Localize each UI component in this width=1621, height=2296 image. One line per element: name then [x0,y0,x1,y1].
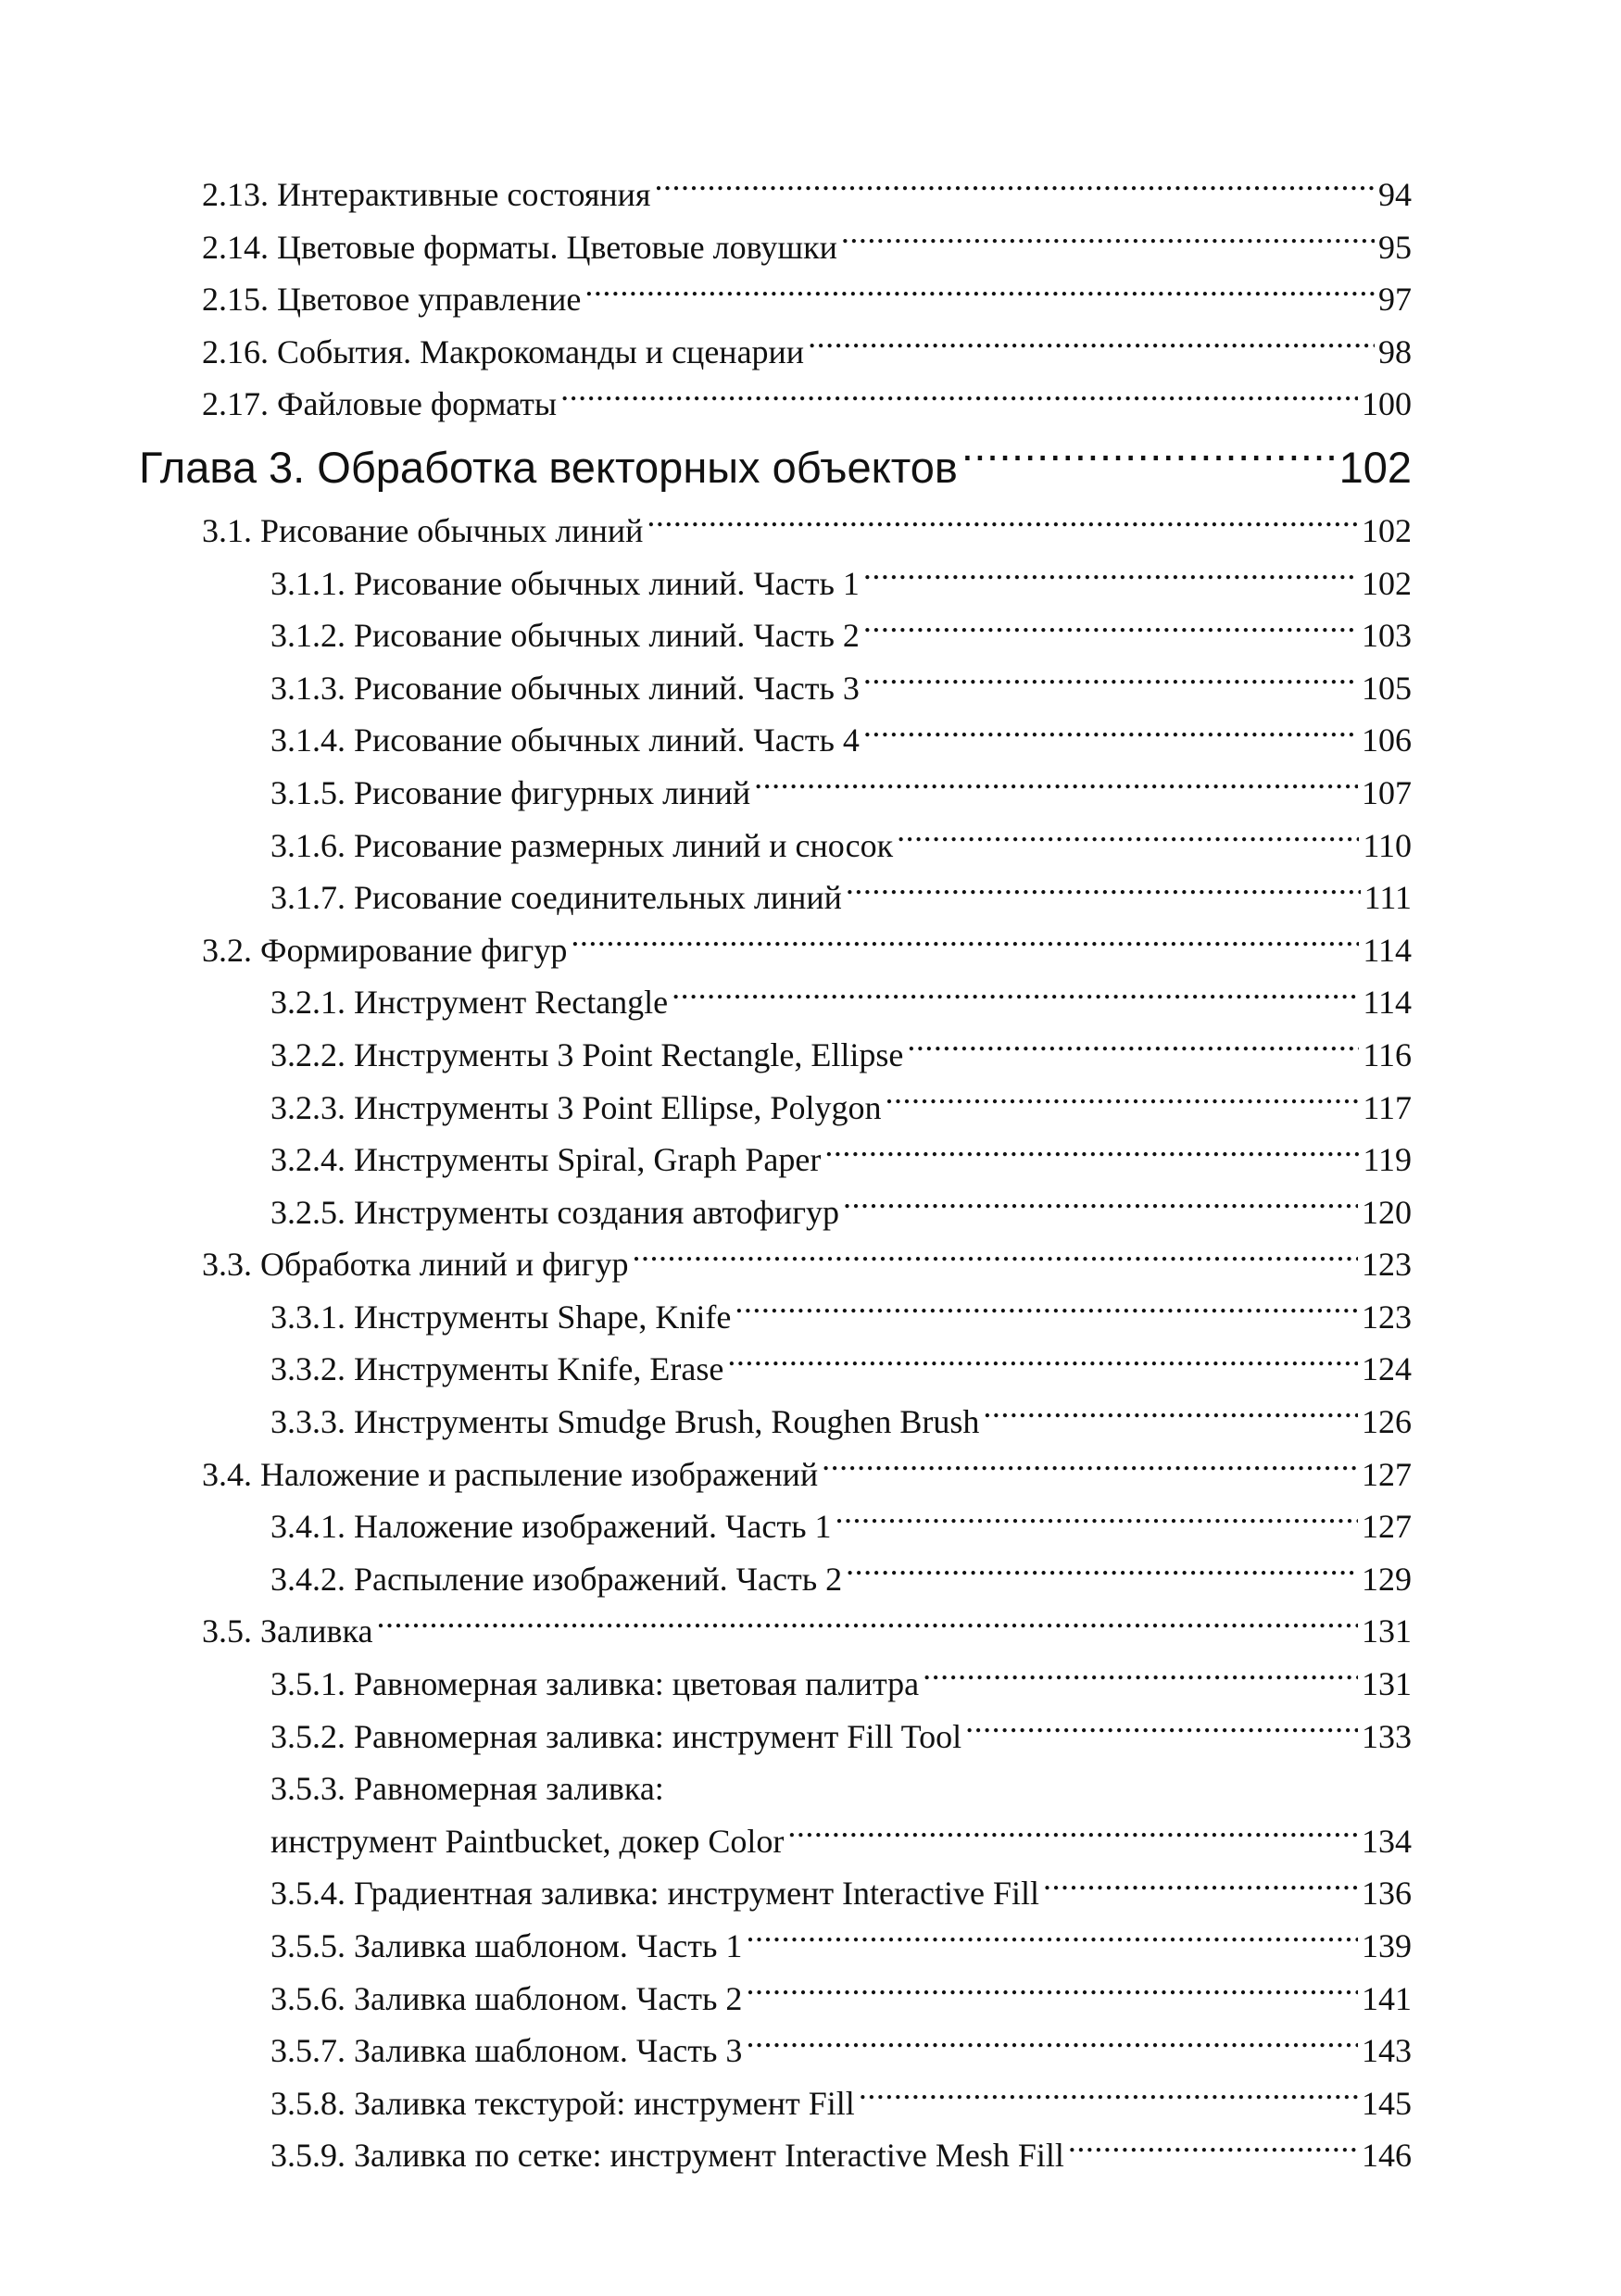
toc-dot-leader [1043,1871,1358,1904]
toc-entry [202,1343,1412,1396]
toc-entry-title: 3.2.5. Инструменты создания автофигур [270,1193,840,1231]
toc-entry-title: 3.5.4. Градиентная заливка: инструмент Interactive Fill [270,1875,1039,1913]
toc-entry [202,1186,1412,1239]
toc-entry [202,1605,1412,1658]
toc-entry-page: 95 [1378,228,1412,266]
toc-entry [202,662,1412,715]
toc-entry [202,767,1412,820]
toc-entry-page: 145 [1362,2084,1412,2122]
toc-entry-page: 100 [1362,385,1412,423]
toc-entry-title: 3.2.1. Инструмент Rectangle [270,984,669,1022]
toc-entry-page: 139 [1362,1927,1412,1964]
toc-entry [202,221,1412,274]
toc-entry-page: 110 [1363,826,1412,864]
toc-entry-page: 114 [1363,984,1412,1022]
toc-entry-title: 3.4. Наложение и распыление изображений [202,1455,819,1493]
toc-dot-leader [808,330,1375,363]
toc-entry-title: 2.17. Файловые форматы [202,385,558,423]
toc-entry-title: 3.3.3. Инструменты Smudge Brush, Roughen Brush [270,1403,980,1441]
toc-dot-leader [754,771,1358,804]
toc-entry-page: 146 [1362,2137,1412,2175]
toc-dot-leader [841,225,1375,258]
toc-entry [202,1711,1412,1763]
toc-entry-title: 2.14. Цветовые форматы. Цветовые ловушки [202,228,837,266]
toc-entry-page: 114 [1363,931,1412,969]
toc-entry-page: 131 [1362,1612,1412,1650]
toc-dot-leader [846,1557,1358,1590]
toc-entry-title: 3.1.6. Рисование размерных линий и сносок [270,826,894,864]
toc-dot-leader [647,508,1358,542]
toc-entry [202,2129,1412,2182]
toc-entry [202,1291,1412,1344]
toc-entry-title: инструмент Paintbucket, докер Color [270,1822,785,1860]
toc-dot-leader [965,1714,1358,1748]
toc-entry-page: 131 [1362,1665,1412,1703]
toc-entry [202,378,1412,431]
toc-entry [202,1134,1412,1186]
toc-dot-leader [885,1085,1359,1119]
toc-dot-leader [560,382,1358,415]
toc-entry-title: 3.1.2. Рисование обычных линий. Часть 2 [270,617,860,655]
toc-entry [202,1500,1412,1553]
toc-dot-leader [822,1452,1358,1486]
toc-entry-title: 3.1.4. Рисование обычных линий. Часть 4 [270,721,860,759]
toc-dot-leader [746,2028,1358,2062]
toc-dot-leader [907,1033,1359,1066]
toc-entry-page: 106 [1362,721,1412,759]
toc-dot-leader [571,928,1359,961]
toc-entry-page: 141 [1362,1979,1412,2017]
toc-dot-leader [787,1819,1358,1852]
toc-entry-page: 127 [1362,1508,1412,1546]
toc-entry [139,431,1412,505]
toc-dot-leader [376,1609,1358,1642]
toc-dot-leader [824,1137,1359,1171]
toc-entry-page: 111 [1363,879,1412,917]
toc-entry [202,1553,1412,1606]
toc-dot-leader [863,718,1358,751]
toc-dot-leader [846,875,1361,909]
toc-entry-page: 127 [1362,1455,1412,1493]
toc-dot-leader [735,1295,1358,1328]
toc-list [139,169,1412,2182]
toc-dot-leader [897,823,1359,857]
toc-entry-title: 3.5. Заливка [202,1612,373,1650]
toc-entry-page: 136 [1362,1875,1412,1913]
toc-entry-title: 3.4.2. Распыление изображений. Часть 2 [270,1560,843,1598]
toc-entry-page: 102 [1338,442,1412,492]
toc-dot-leader [863,561,1358,595]
toc-entry-page: 97 [1378,281,1412,319]
toc-entry-title: 3.5.3. Равномерная заливка: [270,1770,664,1808]
toc-entry-title: 3.2.2. Инструменты 3 Point Rectangle, Ellipse [270,1035,904,1073]
toc-entry-page: 103 [1362,617,1412,655]
toc-entry-title: 3.3. Обработка линий и фигур [202,1246,629,1284]
toc-entry-page: 126 [1362,1403,1412,1441]
toc-entry-title: 3.1.1. Рисование обычных линий. Часть 1 [270,564,860,602]
toc-entry-title: 3.1.3. Рисование обычных линий. Часть 3 [270,669,860,707]
toc-entry [202,1082,1412,1135]
toc-entry [202,1973,1412,2026]
toc-entry [202,169,1412,221]
toc-dot-leader [863,613,1358,646]
toc-entry-title: 3.5.6. Заливка шаблоном. Часть 2 [270,1979,743,2017]
toc-dot-leader [863,666,1358,699]
toc-entry-page: 105 [1362,669,1412,707]
toc-entry-page: 134 [1362,1822,1412,1860]
toc-entry [202,326,1412,379]
toc-entry-title: 2.16. События. Макрокоманды и сценарии [202,332,805,370]
toc-dot-leader [983,1399,1358,1433]
toc-entry [202,505,1412,558]
toc-entry [202,1238,1412,1291]
toc-entry-page: 123 [1362,1298,1412,1336]
toc-entry [202,1763,1412,1815]
toc-entry-title: 2.15. Цветовое управление [202,281,582,319]
toc-entry [202,1920,1412,1973]
toc-entry-page: 98 [1378,332,1412,370]
toc-entry [202,820,1412,872]
toc-entry-page: 124 [1362,1350,1412,1388]
toc-entry-page: 102 [1362,564,1412,602]
toc-dot-leader [961,439,1336,483]
toc-entry-title: 3.1. Рисование обычных линий [202,511,644,549]
toc-dot-leader [746,1976,1358,2010]
toc-dot-leader [836,1504,1359,1537]
toc-entry [202,1449,1412,1501]
toc-entry-page: 133 [1362,1717,1412,1755]
toc-entry [202,609,1412,662]
toc-entry [202,2077,1412,2130]
toc-entry-title: 3.5.2. Равномерная заливка: инструмент Fill Tool [270,1717,962,1755]
toc-entry [202,976,1412,1029]
toc-entry [202,1867,1412,1920]
toc-entry [202,1815,1412,1868]
toc-entry-title: 3.1.5. Рисование фигурных линий [270,773,751,811]
toc-entry-title: 3.2.4. Инструменты Spiral, Graph Paper [270,1141,822,1179]
toc-entry-title: 3.5.9. Заливка по сетке: инструмент Interactive Mesh Fill [270,2137,1064,2175]
toc-entry-title: 3.1.7. Рисование соединительных линий [270,879,842,917]
toc-entry-title: 3.3.2. Инструменты Knife, Erase [270,1350,724,1388]
toc-entry-title: 3.2.3. Инструменты 3 Point Ellipse, Polygon [270,1088,882,1126]
toc-entry [202,872,1412,924]
toc-entry [202,1396,1412,1449]
toc-page [139,169,1412,2182]
toc-dot-leader [654,172,1375,206]
toc-dot-leader [584,277,1375,310]
toc-entry [202,2025,1412,2077]
toc-dot-leader [1068,2133,1358,2166]
toc-entry-page: 94 [1378,176,1412,213]
toc-dot-leader [843,1190,1358,1223]
toc-entry-page: 117 [1363,1088,1412,1126]
toc-entry-page: 129 [1362,1560,1412,1598]
toc-entry-title: 3.5.5. Заливка шаблоном. Часть 1 [270,1927,743,1964]
toc-entry-title: 3.3.1. Инструменты Shape, Knife [270,1298,732,1336]
toc-entry-title: 3.5.1. Равномерная заливка: цветовая палитра [270,1665,920,1703]
toc-entry-page: 119 [1363,1141,1412,1179]
toc-entry [202,558,1412,610]
toc-entry-page: 120 [1362,1193,1412,1231]
toc-entry [202,1658,1412,1711]
toc-entry-page: 123 [1362,1246,1412,1284]
toc-dot-leader [672,980,1359,1013]
toc-dot-leader [746,1924,1358,1957]
toc-entry-page: 107 [1362,773,1412,811]
toc-entry-title: Глава 3. Обработка векторных объектов [139,442,958,492]
toc-entry-page: 116 [1363,1035,1412,1073]
toc-entry-title: 3.5.8. Заливка текстурой: инструмент Fill [270,2084,855,2122]
toc-entry [202,714,1412,767]
toc-entry [202,273,1412,326]
toc-dot-leader [632,1242,1358,1275]
toc-entry [202,924,1412,977]
toc-entry-title: 3.5.7. Заливка шаблоном. Часть 3 [270,2032,743,2070]
toc-entry-title: 2.13. Интерактивные состояния [202,176,651,213]
toc-dot-leader [859,2081,1358,2114]
toc-dot-leader [923,1662,1358,1695]
toc-dot-leader [727,1347,1358,1380]
toc-entry-title: 3.2. Формирование фигур [202,931,568,969]
toc-entry-page: 102 [1362,511,1412,549]
toc-entry-title: 3.4.1. Наложение изображений. Часть 1 [270,1508,832,1546]
toc-entry [202,1029,1412,1082]
toc-entry-page: 143 [1362,2032,1412,2070]
